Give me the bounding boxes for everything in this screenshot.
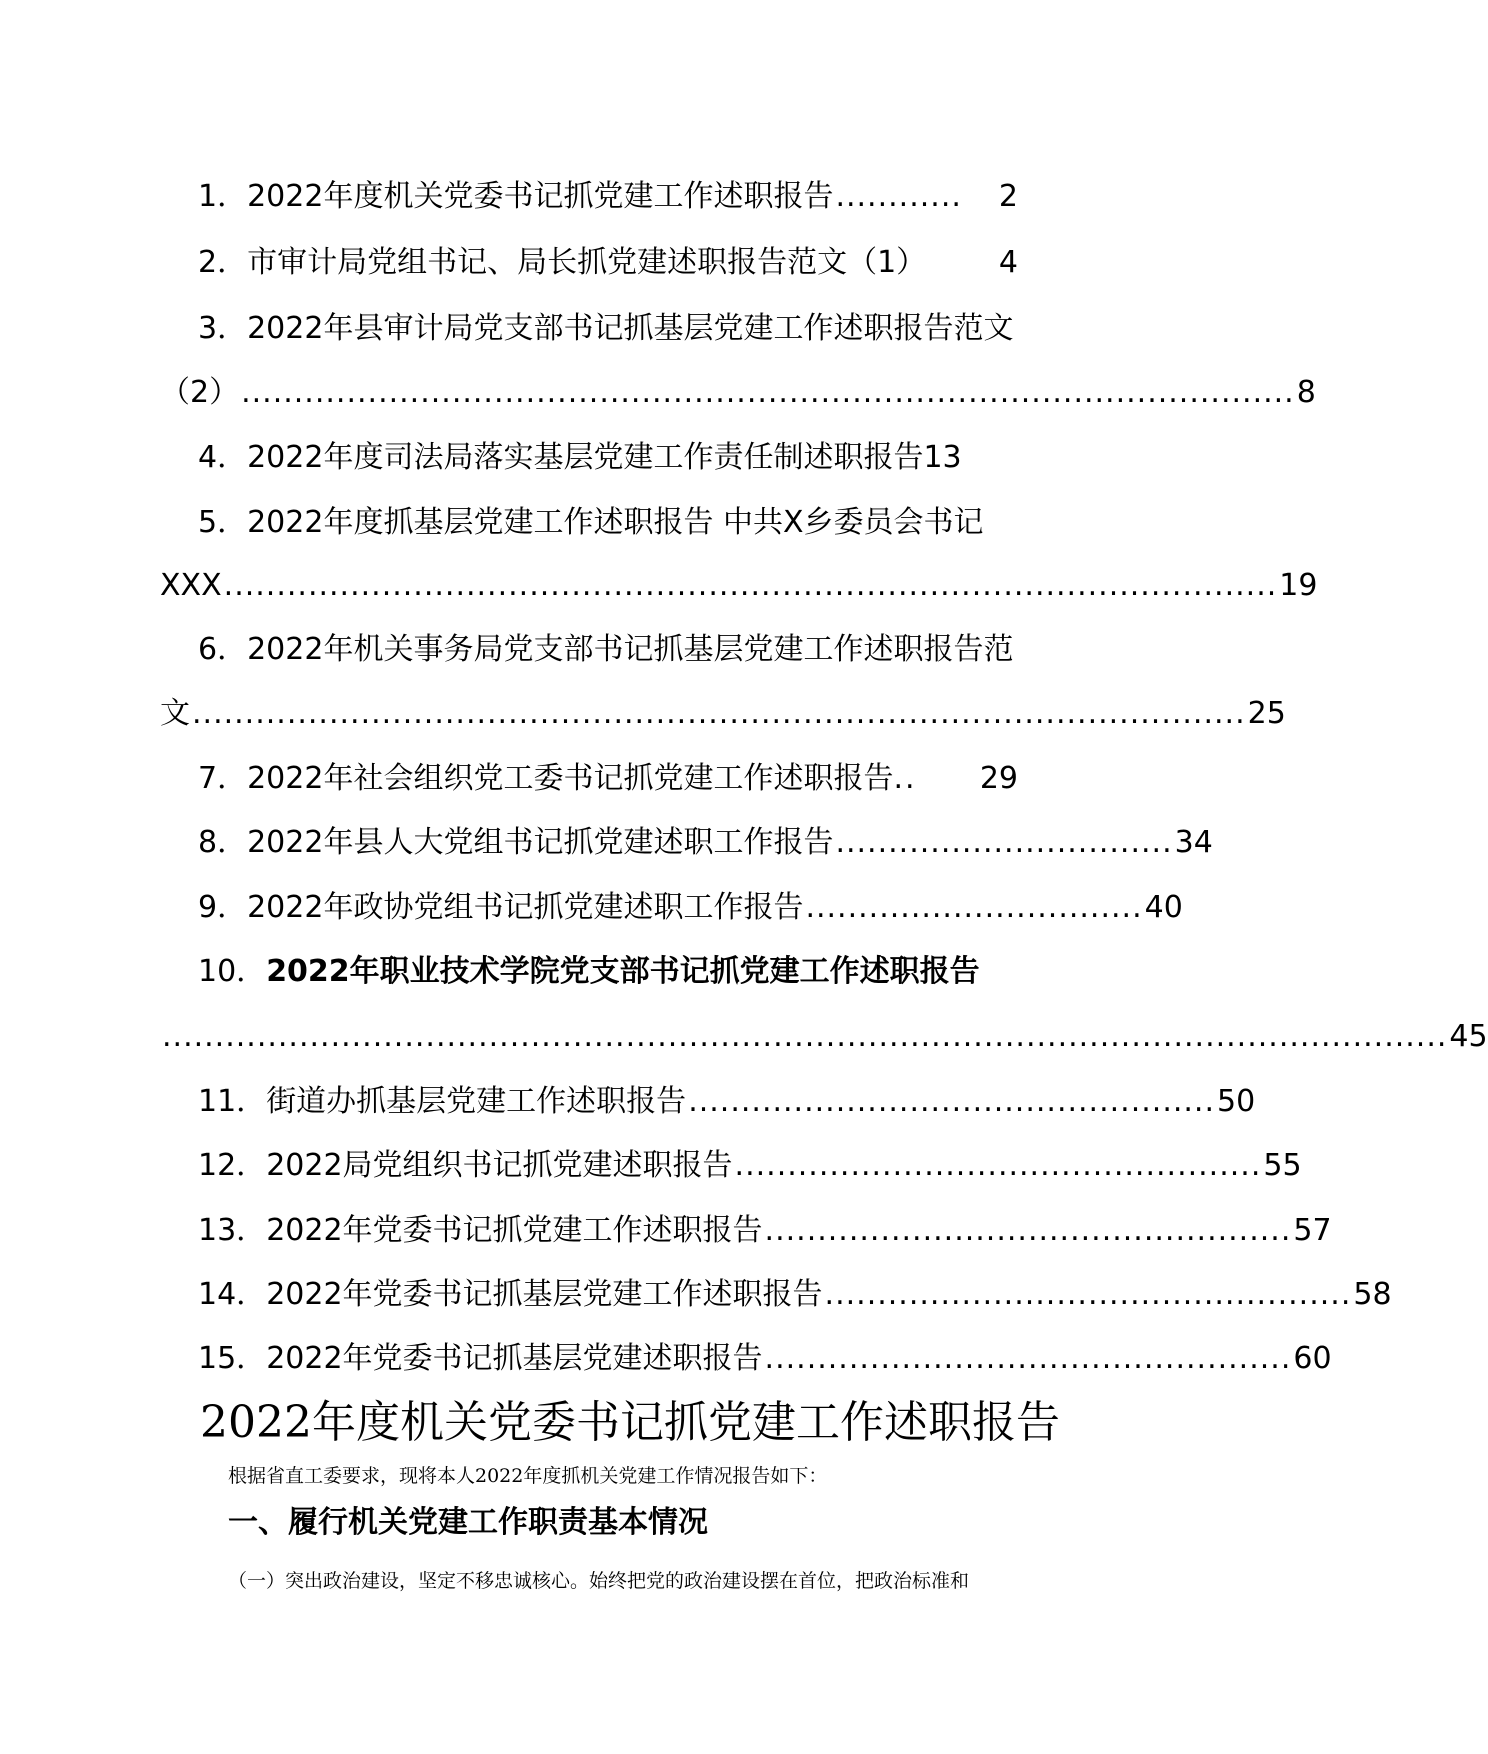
toc-entry-title: 2022年党委书记抓党建工作述职报告: [266, 1213, 763, 1248]
toc-entry-leader: ................................: [835, 825, 1173, 860]
toc-entry-page: 55: [1263, 1148, 1302, 1183]
toc-entry-title: 2022年社会组织党工委书记抓党建工作述职报告.: [247, 761, 903, 796]
toc-entry-14[interactable]: [198, 1275, 1392, 1315]
toc-entry-page: 2: [998, 179, 1018, 214]
toc-entry-page: 29: [979, 761, 1018, 796]
toc-entry-title: 2022年政协党组书记抓党建述职工作报告: [247, 890, 804, 925]
toc-entry-page: 13: [923, 440, 962, 475]
toc-entry-3-continued[interactable]: [160, 373, 1316, 413]
toc-entry-title: 2022年县人大党组书记抓党建述职工作报告: [247, 825, 834, 860]
toc-entry-page: 60: [1293, 1341, 1332, 1376]
toc-entry-leader: ................................: [805, 890, 1143, 925]
toc-entry-page: 58: [1353, 1277, 1392, 1312]
toc-entry-12[interactable]: [198, 1146, 1302, 1186]
toc-entry-10-continued[interactable]: [160, 1017, 1488, 1057]
toc-entry-title: 2022年职业技术学院党支部书记抓党建工作述职报告: [266, 954, 980, 989]
toc-entry-5[interactable]: [198, 503, 1098, 543]
toc-entry-title: 2022年党委书记抓基层党建述职报告: [266, 1341, 763, 1376]
toc-entry-page: 45: [1449, 1019, 1488, 1054]
toc-entry-title: XXX: [160, 568, 222, 603]
toc-entry-leader: ..................................................: [764, 1341, 1292, 1376]
toc-entry-page: 57: [1293, 1213, 1332, 1248]
toc-entry-3[interactable]: [198, 309, 1098, 349]
toc-entry-6[interactable]: [198, 630, 1098, 670]
toc-entry-number: 15．: [198, 1341, 267, 1376]
toc-entry-number: 13．: [198, 1213, 267, 1248]
toc-entry-leader: .: [904, 761, 916, 796]
toc-entry-8[interactable]: [198, 823, 1213, 863]
toc-entry-page: 50: [1217, 1084, 1256, 1119]
toc-entry-title: 2022局党组织书记抓党建述职报告: [266, 1148, 733, 1183]
toc-entry-9[interactable]: [198, 888, 1183, 928]
toc-entry-page: 19: [1279, 568, 1318, 603]
toc-entry-1[interactable]: [198, 177, 1018, 217]
toc-entry-10[interactable]: [198, 952, 1098, 992]
toc-entry-5-continued[interactable]: [160, 566, 1318, 606]
toc-entry-page: 40: [1144, 890, 1183, 925]
toc-entry-title: 街道办抓基层党建工作述职报告: [266, 1084, 687, 1119]
toc-entry-number: 2．: [198, 245, 248, 280]
toc-entry-number: 3．: [198, 311, 248, 346]
toc-entry-number: 11．: [198, 1084, 267, 1119]
toc-entry-title: 市审计局党组书记、局长抓党建述职报告范文（1）: [247, 245, 927, 280]
toc-entry-number: 7．: [198, 761, 248, 796]
body-paragraph: （一）突出政治建设，坚定不移忠诚核心。始终把党的政治建设摆在首位，把政治标准和: [228, 1570, 970, 1592]
toc-entry-leader: ..........................................................................................................................: [162, 1019, 1448, 1054]
toc-entry-title: 2022年度司法局落实基层党建工作责任制述职报告: [247, 440, 924, 475]
toc-entry-leader: ....................................................................................................: [223, 568, 1278, 603]
toc-entry-leader: ..................................................: [688, 1084, 1215, 1119]
toc-entry-number: 12．: [198, 1148, 267, 1183]
toc-entry-title: 2022年度机关党委书记抓党建工作述职报告: [247, 179, 834, 214]
toc-entry-number: 8．: [198, 825, 248, 860]
toc-entry-leader: ..................................................: [764, 1213, 1292, 1248]
toc-entry-4[interactable]: [198, 438, 1038, 478]
toc-entry-number: 14．: [198, 1277, 267, 1312]
toc-entry-page: 25: [1247, 696, 1286, 731]
toc-entry-page: 34: [1174, 825, 1213, 860]
toc-entry-title: 2022年机关事务局党支部书记抓基层党建工作述职报告范: [247, 632, 1014, 667]
toc-entry-leader: ....................................................................................................: [192, 696, 1246, 731]
toc-entry-6-continued[interactable]: [160, 694, 1286, 734]
toc-entry-title: （2）: [160, 375, 240, 410]
toc-entry-page: 8: [1296, 375, 1316, 410]
toc-entry-number: 1．: [198, 179, 248, 214]
toc-entry-leader: ............: [835, 179, 962, 214]
toc-entry-2[interactable]: [198, 243, 1018, 283]
toc-entry-number: 4．: [198, 440, 248, 475]
toc-entry-13[interactable]: [198, 1211, 1332, 1251]
toc-entry-page: 4: [998, 245, 1018, 280]
toc-entry-7[interactable]: [198, 759, 1018, 799]
toc-entry-number: 9．: [198, 890, 248, 925]
document-title: 2022年度机关党委书记抓党建工作述职报告: [200, 1397, 1060, 1448]
intro-paragraph: 根据省直工委要求，现将本人2022年度抓机关党建工作情况报告如下：: [228, 1465, 828, 1487]
toc-entry-number: 5．: [198, 505, 248, 540]
toc-entry-leader: ..................................................: [824, 1277, 1352, 1312]
toc-entry-11[interactable]: [198, 1082, 1256, 1122]
section-heading: 一、履行机关党建工作职责基本情况: [228, 1505, 708, 1540]
toc-entry-leader: ....................................................................................................: [241, 375, 1295, 410]
toc-entry-title: 2022年度抓基层党建工作述职报告 中共X乡委员会书记: [247, 505, 984, 540]
toc-entry-title: 文: [160, 696, 190, 731]
toc-entry-number: 6．: [198, 632, 248, 667]
toc-entry-title: 2022年县审计局党支部书记抓基层党建工作述职报告范文: [247, 311, 1014, 346]
toc-entry-15[interactable]: [198, 1339, 1332, 1379]
toc-entry-title: 2022年党委书记抓基层党建工作述职报告: [266, 1277, 823, 1312]
toc-entry-number: 10．: [198, 954, 267, 989]
toc-entry-leader: ..................................................: [734, 1148, 1262, 1183]
